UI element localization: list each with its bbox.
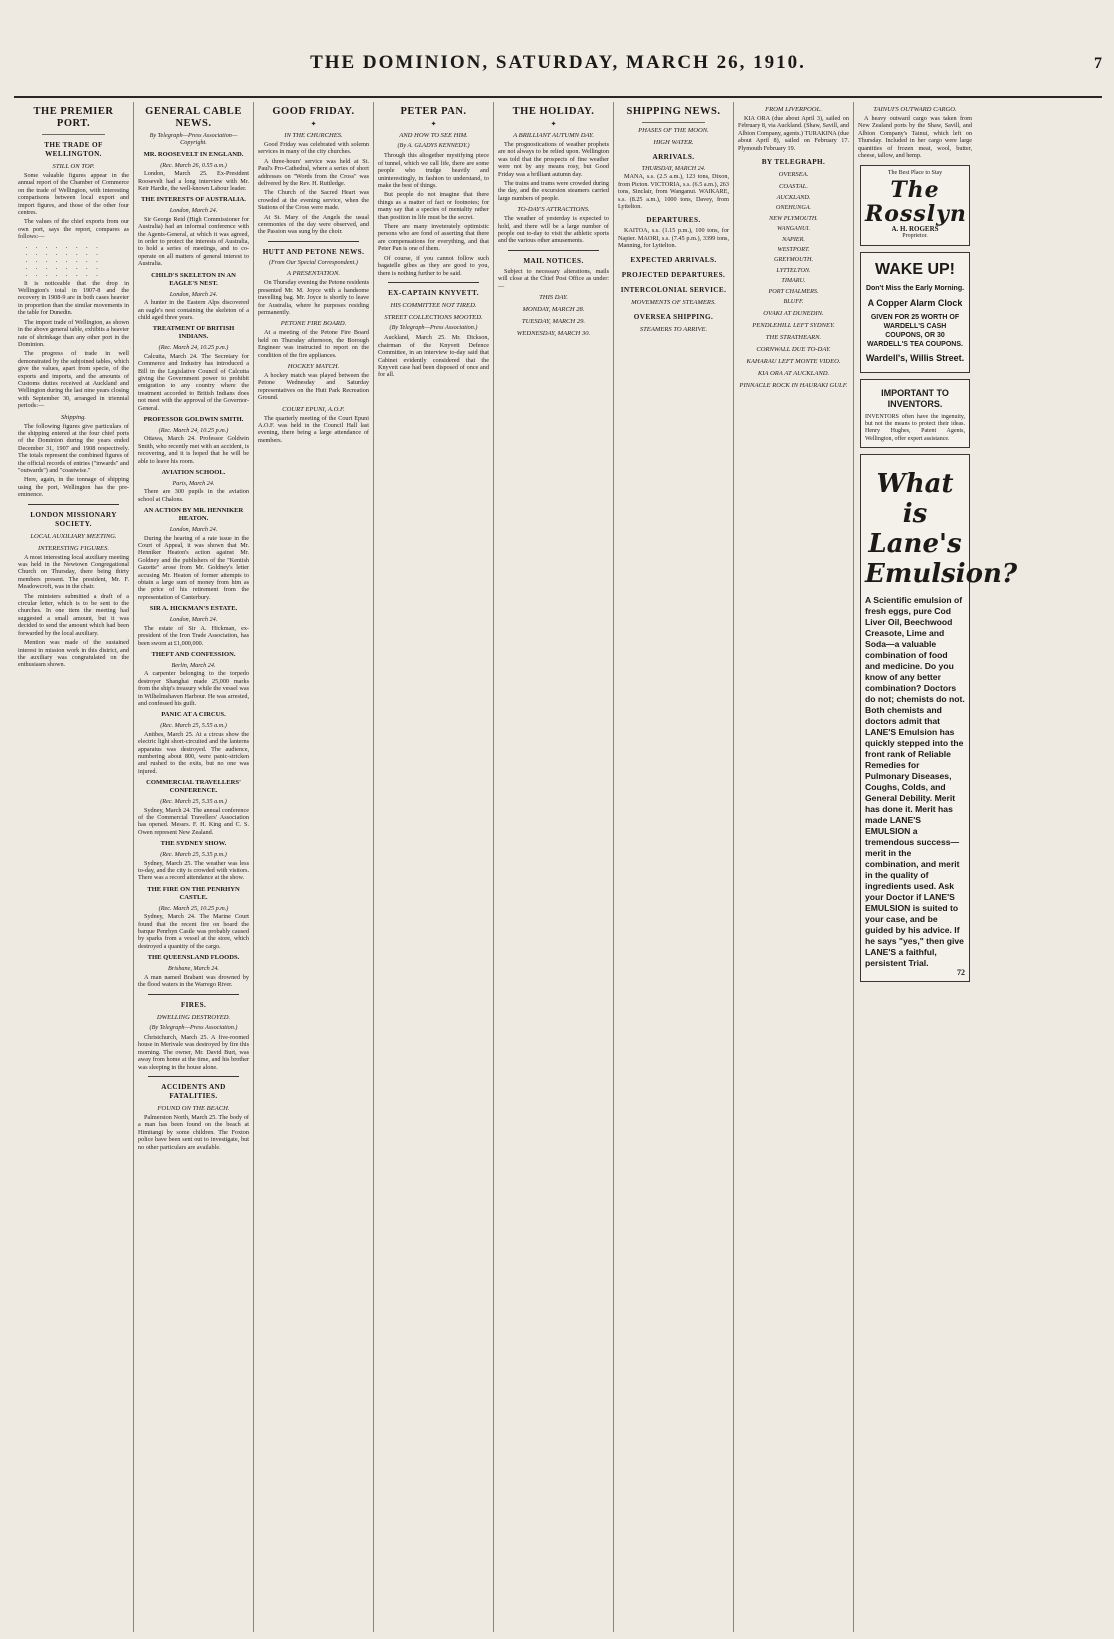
paragraph: The prognostications of weather prophets are not always to be relied upon. Wellington was told that the prospects of fine weather were not by any means rosy, but Good Friday was a brilliant autumn day. — [498, 141, 609, 178]
cable-item-title: MR. ROOSEVELT IN ENGLAND. — [143, 150, 244, 158]
byline: By Telegraph—Press Association—Copyright. — [149, 132, 238, 147]
paragraph: At St. Mary of the Angels the usual ceremonies of the day were observed, and the Passion was sung by the choir. — [258, 213, 369, 236]
paragraph: Of course, if you cannot follow such bagatelle gibes as they are good to you, there is nothing further to be said. — [378, 254, 489, 277]
port-heading: TIMARU. — [781, 277, 806, 285]
cable-item-body: Sydney, March 25. The weather was less to-day, and the city is crowded with visitors. There was a record attendance at the show. — [138, 859, 249, 882]
ad-headline: What is Lane's Emulsion? — [865, 469, 1018, 590]
cable-item-dateline: (Rec. March 25, 10.25 p.m.) — [158, 904, 229, 912]
article-subheading: A PRESENTATION. — [287, 270, 340, 278]
mail-day: THIS DAY. — [539, 294, 568, 302]
mail-day: MONDAY, MARCH 28. — [522, 306, 585, 314]
cable-item-dateline: (Rec. March 25, 5.35 p.m.) — [160, 851, 227, 859]
ad-body: GIVEN FOR 25 WORTH OF WARDELL'S CASH COUPONS, OR 30 WARDELL'S TEA COUPONS. — [867, 313, 963, 348]
page-number: 7 — [1094, 55, 1102, 72]
masthead-title: THE DOMINION, SATURDAY, MARCH 26, 1910. — [310, 52, 806, 73]
article-subheading: EXPECTED ARRIVALS. — [630, 255, 717, 264]
article-subheading: MOVEMENTS OF STEAMERS. — [631, 298, 716, 306]
article-subheading: PHASES OF THE MOON. — [638, 127, 709, 134]
paragraph: A heavy outward cargo was taken from New Zealand ports by the Shaw, Savill, and Albion Company's Tainui, which left on Thursday. Included in her cargo were large quantities of frozen meat, wool, butter, cheese, tallow, and hemp. — [858, 115, 972, 160]
article-subheading: BY TELEGRAPH. — [761, 158, 826, 167]
cable-item-title: TREATMENT OF BRITISH INDIANS. — [152, 325, 235, 341]
paragraph: Palmerston North, March 25. The body of a man has been found on the beach at Himitangi by some children. The Foxton police have been sent out to investigate, but no other particulars are available. — [138, 1113, 249, 1151]
paragraph: There are many inveterately optimistic persons who are fond of asserting that there are compensations for everything, and that Peter Pan is one of them. — [378, 223, 489, 253]
columns — [14, 102, 1102, 1632]
article-subheading: HIGH WATER. — [653, 139, 694, 146]
port-list — [738, 194, 849, 305]
cable-item-title: COMMERCIAL TRAVELLERS' CONFERENCE. — [146, 779, 241, 795]
article-subheading: PENDLEHILL LEFT SYDNEY. — [752, 321, 835, 329]
column-advertisements — [854, 102, 1018, 1632]
cable-item-dateline: (Rec. March 25, 5.55 a.m.) — [160, 722, 227, 730]
cable-item-title: CHILD'S SKELETON IN AN EAGLE'S NEST. — [151, 271, 236, 287]
cable-item-dateline: (Rec. March 24, 10.25 p.m.) — [158, 426, 229, 434]
article-subheading: HOCKEY MATCH. — [287, 362, 340, 370]
paragraph: The ministers submitted a draft of a circular letter, which is to be sent to the churches. In one item the meeting had suggested a small amount, but it was decided to send the amount which had been forwarded by the local auxiliary. — [18, 592, 129, 637]
cable-item-dateline: (Rec. March 24, 10.25 p.m.) — [158, 344, 229, 352]
figures-table: . . . . . . . . . . . . . . . . . . . . . . . . . . . . . . . . . . . . . . . . — [24, 242, 99, 278]
paragraph: The progress of trade in well demonstrated by the subjoined tables, which give the values, apart from specie, of the exports and imports, and the amounts of Customs duties received at Auckland and Wellington during the last nine years closing with September 30, arranged in triennial periods:— — [18, 350, 129, 410]
ad-product: A Copper Alarm Clock — [867, 297, 963, 308]
paragraph: A hockey match was played between the Petone Wednesday and Saturday representatives on the Hutt Park Recreation Ground. — [258, 371, 369, 402]
paragraph: A three-hours' service was held at St. Paul's Pro-Cathedral, where a series of short addresses on "Words from the Cross" was delivered by the Rev. H. Ruttledge. — [258, 157, 369, 188]
paragraph: Through this altogether mystifying piece of tunnel, which we call life, there are some people who trudge heavily and uninterestingly, in fashion to understand, to make the best of things. — [378, 152, 489, 190]
article-subheading: TAINUI'S OUTWARD CARGO. — [873, 106, 957, 113]
article-subheading: ARRIVALS. — [652, 153, 695, 161]
ad-code: 72 — [957, 968, 965, 978]
paragraph: Here, again, in the tonnage of shipping using the port, Wellington has the pre-eminence. — [18, 476, 129, 499]
article-subsubheading: STILL ON TOP. — [52, 163, 95, 170]
cable-item-dateline: London, March 24. — [169, 207, 218, 215]
article-title: SHIPPING NEWS. — [626, 106, 721, 117]
ad-owner-role: Proprietor. — [902, 233, 928, 240]
paragraph: KAITOA, s.s. (1.15 p.m.), 100 tons, for Napier. MAORI, s.s. (7.45 p.m.), 3399 tons, Manning, for Lyttelton. — [618, 227, 729, 250]
cable-item-dateline: (Rec. March 26, 0.55 a.m.) — [160, 161, 227, 169]
inventors-advertisement — [860, 379, 970, 449]
article-title: ACCIDENTS AND FATALITIES. — [161, 1082, 226, 1100]
article-subheading: PROJECTED DEPARTURES. — [621, 270, 726, 279]
paragraph: The values of the chief exports from our own port, says the report, compares as follows:— — [18, 218, 129, 241]
article-title: FIRES. — [180, 1000, 207, 1009]
article-title: THE HOLIDAY. — [512, 106, 595, 117]
paragraph: The weather of yesterday is expected to hold, and there will be a large number of people out to-day to visit the athletic sports and the various other amusements. — [498, 215, 609, 245]
cable-item-title: PANIC AT A CIRCUS. — [161, 711, 226, 719]
column-shipping-news — [614, 102, 734, 1632]
paragraph: A most interesting local auxiliary meeting was held in the Newtown Congregational Church on Thursday, there being thirty members present. The president, Mr. F. Meadowcroft, was in the chair. — [18, 553, 129, 591]
port-heading: AUCKLAND. — [776, 194, 811, 202]
paragraph: Good Friday was celebrated with solemn services in many of the city churches. — [258, 141, 369, 156]
mail-day: WEDNESDAY, MARCH 30. — [516, 330, 591, 338]
paragraph: The import trade of Wellington, as shown in the above general table, exhibits a heavier rate of shrinkage than any other port in the Dominion. — [18, 318, 129, 348]
ad-headline: WAKE UP! — [875, 260, 955, 278]
cable-item-dateline: London, March 24. — [169, 616, 218, 624]
article-title: GOOD FRIDAY. — [272, 106, 355, 117]
column-holiday — [494, 102, 614, 1632]
ornament: ✦ — [310, 120, 317, 128]
port-heading: NEW PLYMOUTH. — [769, 214, 818, 222]
cable-item-dateline: (Rec. March 25, 5.35 a.m.) — [160, 798, 227, 806]
hotel-advertisement — [860, 165, 970, 245]
port-heading: PORT CHALMERS. — [768, 287, 819, 295]
cable-item-title: AN ACTION BY MR. HENNIKER HEATON. — [143, 507, 244, 523]
article-subheading: OVAKI AT DUNEDIN. — [763, 309, 824, 317]
paragraph: On Thursday evening the Petone residents presented Mr. M. Joyce with a handsome travelling bag. Mr. Joyce is shortly to leave for Australia, where he purposes residing permanently. — [258, 279, 369, 316]
ad-hotel-name: The Rosslyn — [865, 176, 967, 227]
article-subheading: IN THE CHURCHES. — [284, 132, 343, 139]
article-subheading: THE STRATHEARN. — [765, 333, 822, 341]
cable-item-dateline: London, March 24. — [169, 290, 218, 298]
article-subheading: AND HOW TO SEE HIM. — [399, 132, 468, 139]
article-subheading: HIS COMMITTEE NOT TIRED. — [390, 301, 477, 309]
column-cable-news — [134, 102, 254, 1632]
cable-item-body: A hunter in the Eastern Alps discovered an eagle's nest containing the skeleton of a child aged three years. — [138, 299, 249, 321]
paragraph: Some valuable figures appear in the annual report of the Chamber of Commerce on the trade of Wellington, with interesting comparisons between local export and import figures, and those of the other four centres. — [18, 172, 129, 217]
port-heading: NAPIER. — [782, 235, 805, 243]
ad-subline: Don't Miss the Early Morning. — [865, 284, 965, 292]
ad-footer: Wardell's, Willis Street. — [865, 352, 965, 363]
article-subheading: KAHARAU LEFT MONTE VIDEO. — [746, 357, 841, 365]
cable-item-title: THE INTERESTS OF AUSTRALIA. — [141, 196, 246, 204]
cable-item-title: AVIATION SCHOOL. — [161, 469, 226, 476]
cable-item-title: THEFT AND CONFESSION. — [151, 650, 236, 658]
article-subsubheading: STREET COLLECTIONS MOOTED. — [384, 313, 483, 321]
cable-item-body: There are 300 pupils in the aviation school at Chalons. — [138, 488, 249, 503]
paragraph: Subject to necessary alterations, mails will close at the Chief Post Office as under:— — [498, 267, 609, 290]
article-title: GENERAL CABLE NEWS. — [145, 106, 242, 129]
byline: (By Telegraph—Press Association.) — [389, 323, 478, 331]
port-heading: ONEHUNGA. — [775, 204, 812, 212]
paragraph: It is noticeable that the drop in Wellington's total in 1907-8 and the recovery in 1908-9 are in both cases heavier in proportion than the similar movements in the table for Dunedin. — [18, 279, 129, 317]
cable-item-title: THE FIRE ON THE PENRHYN CASTLE. — [147, 885, 240, 901]
article-title: MAIL NOTICES. — [523, 256, 584, 265]
cable-item-body: Calcutta, March 24. The Secretary for Commerce and Industry has introduced a Bill in the Legislative Council of Calcutta giving the Government power to prohibit emigration to any country where the treatment accorded to British Indians does not meet with the approval of the Governor-General. — [138, 352, 249, 412]
article-subheading: STEAMERS TO ARRIVE. — [639, 325, 708, 333]
cable-item-body: Ottawa, March 24. Professor Goldwin Smith, who recently met with an accident, is recovering, and it is hoped that he will be able to leave his room. — [138, 435, 249, 465]
mail-day: TUESDAY, MARCH 29. — [521, 318, 586, 326]
ad-body: INVENTORS often have the ingenuity, but not the means to protect their ideas. Henry Hughes, Patent Agents, Wellington, offer expert assistance. — [865, 413, 965, 442]
paragraph: Auckland, March 25. Mr. Dickson, chairman of the Knyvett Defence Committee, in an interview to-day said that Cabinet evidently considered that the Knyvett case had been disposed of once and for all. — [378, 334, 489, 379]
cable-item-title: THE QUEENSLAND FLOODS. — [147, 954, 240, 962]
cable-item-dateline: Paris, March 24. — [172, 480, 215, 487]
byline: (By Telegraph—Press Association.) — [149, 1023, 238, 1031]
paragraph: The following figures give particulars of the shipping entered at the four chief ports of the Dominion during the years ended December 31, 1907 and 1908 respectively. The totals represent the combined figures of the official records of entries ("inwards" and "outwards") and "coastwise." — [18, 422, 129, 474]
port-heading: WESTPORT. — [777, 246, 810, 254]
ornament: ✦ — [550, 120, 557, 128]
ad-owner: A. H. ROGERS — [891, 224, 939, 233]
paragraph: But people do not imagine that there things as a matter of fact or footnotes; for many say that a species of mentality rather than position in life must be the secret. — [378, 191, 489, 221]
paragraph: The quarterly meeting of the Court Epuni A.O.F. was held in the Council Hall last evening, there being a large attendance of members. — [258, 414, 369, 444]
article-subheading: FROM LIVERPOOL. — [765, 106, 822, 113]
clock-advertisement — [860, 252, 970, 373]
article-subheading: PETONE FIRE BOARD. — [280, 320, 347, 328]
cable-item-body: A carpenter belonging to the torpedo destroyer Shanghai made 25,000 marks from the ship's treasury while the vessel was in Wilhelmshaven Harbour. He was arrested, and confessed his guilt. — [138, 670, 249, 707]
article-subheading: OVERSEA. — [778, 171, 809, 179]
dateline: THURSDAY, MARCH 24. — [641, 165, 706, 172]
cable-item-title: THE SYDNEY SHOW. — [160, 840, 227, 848]
ornament: ✦ — [430, 120, 437, 128]
article-subheading: KIA ORA AT AUCKLAND. — [757, 369, 830, 377]
article-subheading: FOUND ON THE BEACH. — [157, 1104, 230, 1112]
port-heading: BLUFF. — [783, 298, 804, 306]
article-subheading: OVERSEA SHIPPING. — [633, 312, 714, 321]
cable-item-body: The estate of Sir A. Hickman, ex-president of the Iron Trade Association, has been sworn at £1,000,000. — [138, 624, 249, 647]
article-title: LONDON MISSIONARY SOCIETY. — [30, 510, 117, 528]
column-shipping-continued — [734, 102, 854, 1632]
article-subheading: LOCAL AUXILIARY MEETING. — [30, 532, 117, 540]
article-title: EX-CAPTAIN KNYVETT. — [388, 288, 479, 297]
cable-item-body: London, March 25. Ex-President Roosevelt had a long interview with Mr. Keir Hardie, the well-known Labour leader. — [138, 170, 249, 193]
port-heading: LYTTELTON. — [776, 266, 811, 274]
ad-body: A Scientific emulsion of fresh eggs, pure Cod Liver Oil, Beechwood Creasote, Lime and Soda—a valuable combination of food and medicine. Do you know of any better combination? Doctors do not; chemists do not. Both chemists and doctors admit that LANE'S Emulsion has quickly stepped into the front rank of Reliable Remedies for Pulmonary Diseases, Coughs, Colds, and General Debility. Merit has done it. Merit has made LANE'S EMULSION a tremendous success—merit in the combination, and merit in the quality of ingredients used. Ask your Doctor if LANE'S EMULSION is suited to your case, and be guided by his advice. If he says "yes," then give LANE'S a faithful, persistent Trial. — [865, 595, 965, 969]
article-subheading: TO-DAY'S ATTRACTIONS. — [517, 206, 590, 214]
article-title: HUTT AND PETONE NEWS. — [262, 247, 365, 256]
masthead — [14, 0, 1102, 98]
port-heading: WANGANUI. — [776, 225, 811, 233]
article-subheading: INTERCOLONIAL SERVICE. — [620, 285, 727, 294]
shipping-subheading: Shipping. — [60, 413, 87, 421]
column-peter-pan — [374, 102, 494, 1632]
lanes-emulsion-advertisement — [860, 454, 1018, 981]
article-subheading: DWELLING DESTROYED. — [156, 1013, 231, 1021]
ad-tagline: The Best Place to Stay — [887, 170, 943, 177]
cable-item-dateline: Brisbane, March 24. — [168, 965, 219, 973]
cable-item-body: Sydney, March 24. The annual conference of the Commercial Travellers' Association has opened. Messrs. F. H. King and C. S. Owen represent New Zealand. — [138, 806, 249, 836]
article-subsubheading: INTERESTING FIGURES. — [37, 544, 110, 552]
article-subheading: A BRILLIANT AUTUMN DAY. — [513, 132, 594, 139]
cable-items — [138, 151, 249, 989]
ad-headline: IMPORTANT TO INVENTORS. — [881, 387, 949, 409]
article-subheading: COURT EPUNI, A.O.F. — [282, 405, 345, 413]
column-premier-port — [14, 102, 134, 1632]
article-subheading: CORNWALL DUE TO-DAY. — [756, 345, 831, 353]
paragraph: MANA, s.s. (2.5 a.m.), 123 tons, Dixon, from Picton. VICTORIA, s.s. (6.5 a.m.), 263 tons, Sinclair, from Wanganui. WAIKARE, s.s. (8.25 a.m.), 1000 tons, Davey, from Lyttelton. — [618, 173, 729, 211]
cable-item-body: Antibes, March 25. At a circus show the electric light short-circuited and the lanterns apparatus was destroyed. The audience, numbering about 800, were panic-stricken and rushed to the exits, but no one was injured. — [138, 730, 249, 775]
byline: (From Our Special Correspondent.) — [269, 258, 358, 266]
paragraph: Christchurch, March 25. A five-roomed house in Merivale was destroyed by fire this morning. The owner, Mr. David Burt, was away from home at the time, and his brother was sleeping in the house alone. — [138, 1033, 249, 1071]
column-good-friday — [254, 102, 374, 1632]
cable-item-body: Sir George Reid (High Commissioner for Australia) had an informal conference with the Agents-General, at which it was agreed, in order to protect the interests of Australia, to hold a series of meetings, and to co-operate on all matters of general interest to Australia. — [138, 215, 249, 268]
article-subheading: PINNACLE ROCK IN HAURAKI GULF. — [739, 381, 848, 389]
paragraph: Mention was made of the sustained interest in mission work in this district, and the auxiliary was congratulated on the enthusiasm shown. — [18, 639, 129, 669]
paragraph: The trains and trams were crowded during the day, and the excursion steamers carried large numbers of people. — [498, 180, 609, 202]
paragraph: The Church of the Sacred Heart was crowded at the evening service, when the Stations of the Cross were made. — [258, 189, 369, 212]
article-subheading: THE TRADE OF WELLINGTON. — [44, 141, 103, 158]
article-title: PETER PAN. — [400, 106, 467, 117]
paragraph: At a meeting of the Petone Fire Board held on Thursday afternoon, the Borough Engineer was instructed to report on the condition of the fire appliances. — [258, 329, 369, 359]
cable-item-title: PROFESSOR GOLDWIN SMITH. — [143, 415, 244, 423]
cable-item-dateline: London, March 24. — [169, 526, 218, 534]
cable-item-dateline: Berlin, March 24. — [171, 661, 216, 669]
article-subheading: COASTAL. — [778, 183, 808, 191]
port-heading: GREYMOUTH. — [773, 256, 814, 264]
cable-item-body: During the hearing of a rate issue in the Court of Appeal, it was shown that Mr. Henniker Heaton's action against Mr. Goldney and the publishers of the "Kentish Gazette" arose from Mr. Goldney's letter accusing Mr. Heaton of former attempts to obtain a large sum of money from him as the price of his retirement from the representation of Canterbury. — [138, 534, 249, 601]
article-subheading: DEPARTURES. — [646, 216, 701, 225]
cable-item-body: A man named Brabant was drowned by the flood waters in the Warrego River. — [138, 973, 249, 989]
cable-item-body: Sydney, March 24. The Marine Court found that the recent fire on board the barque Penrhyn Castle was probably caused by sparks from a vessel at the store, which destroyed a quantity of the cargo. — [138, 913, 249, 950]
cable-item-title: SIR A. HICKMAN'S ESTATE. — [149, 605, 238, 613]
paragraph: KIA ORA (due about April 3), sailed on February 8, via Auckland. (Shaw, Savill, and Albion Company, agents.) TURAKINA (due about April 8), sailed on February 17. Plymouth February 19. — [738, 115, 849, 152]
article-title: THE PREMIER PORT. — [33, 106, 114, 129]
byline: (By A. GLADYS KENNEDY.) — [397, 142, 470, 149]
